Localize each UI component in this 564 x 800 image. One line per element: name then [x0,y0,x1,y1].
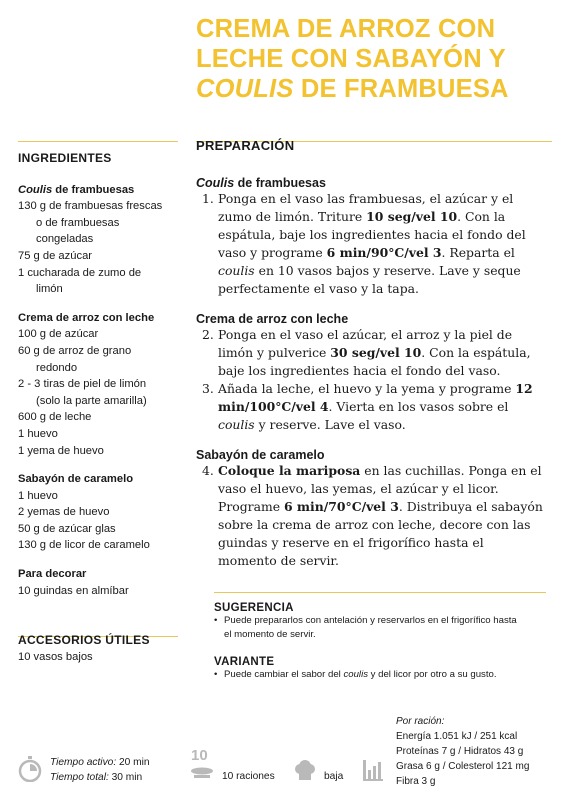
accessory-item: 10 vasos bajos [18,650,93,663]
step-text: Añada la leche, el huevo y la yema y programe [218,381,516,396]
ingredient-item: 60 g de arroz de grano [18,344,132,357]
step-setting: 6 min/90°C/vel 3 [326,245,442,260]
step-text: . Distribuya el sabayón sobre la crema de arroz con leche, decore con las guindas y reserve en el frigorífico hasta el momento de servir. [218,499,543,568]
step-setting: 12 min/100°C/vel 4 [218,381,533,414]
time-total-label: Tiempo total: [50,772,109,783]
recipe-title [196,14,556,104]
ingredient-item: 50 g de azúcar glas [18,522,116,535]
step-text: Ponga en el vaso las frambuesas, el azúcar y el zumo de limón. Triture [218,191,514,224]
bar-chart-icon [362,760,384,782]
step-number: 2. [202,327,214,342]
step-setting: 30 seg/vel 10 [330,345,422,360]
step-number: 3. [202,381,214,396]
step-text: en 10 vasos bajos y reserve. Lave y seque perfectamente el vaso y la tapa. [218,263,521,296]
step-3 [196,380,546,434]
prep-crema-title: Crema de arroz con leche [196,312,349,326]
step-4 [196,462,546,570]
tip-text: Puede cambiar el sabor del [224,669,344,680]
nutrition-line: Energía 1.051 kJ / 251 kcal [396,731,518,742]
tip-text: y del licor por otro a su gusto. [368,669,497,680]
step-2 [196,326,546,380]
time-active-label: Tiempo activo: [50,757,117,768]
servings-label: 10 raciones [222,771,275,782]
ingredient-item: (solo la parte amarilla) [36,394,147,407]
difficulty-label: baja [324,771,344,782]
ingredient-item: 1 yema de huevo [18,444,104,457]
step-1 [196,190,546,298]
nutrition-heading: Por ración: [396,716,445,727]
step-number: 1. [202,191,214,206]
ingredient-item: 600 g de leche [18,411,92,424]
prep-coulis-title [196,176,546,190]
ingredient-item: 75 g de azúcar [18,249,93,262]
ingredients-panel [18,150,178,665]
time-total [50,770,150,785]
title-italic: COULIS [196,75,294,103]
step-number: 4. [202,463,214,478]
time-total-value: 30 min [108,772,143,783]
ingredient-item: 130 g de frambuesas frescas [18,200,163,213]
bullet: • [214,669,218,680]
preparation-heading: PREPARACIÓN [196,138,295,153]
nutrition-line: Grasa 6 g / Colesterol 121 mg [396,761,530,772]
chef-hat-icon [294,760,316,782]
coulis-title-rest: de frambuesas [52,183,135,196]
step-setting: 10 seg/vel 10 [366,209,458,224]
decorar-title: Para decorar [18,568,87,581]
coulis-title [18,182,178,199]
ingredients-heading: INGREDIENTES [18,151,112,165]
tips-panel [214,602,544,682]
prep-sabayon-title: Sabayón de caramelo [196,448,325,462]
tip-line: el momento de servir. [224,629,316,640]
step-italic: coulis [218,417,255,432]
left-divider-top [18,141,178,142]
title-line-2: LECHE CON SABAYÓN Y [196,45,506,73]
ingredient-item: o de frambuesas [36,216,120,229]
ingredient-item: 130 g de licor de caramelo [18,539,150,552]
clock-icon [18,756,42,782]
title-line-1: CREMA DE ARROZ CON [196,15,496,43]
step-text: en las cuchillas. Ponga en el vaso el huevo, las yemas, el azúcar y el licor. Programe [218,463,542,514]
step-text: y reserve. Lave el vaso. [254,417,406,432]
servings-number: 10 [191,747,208,764]
step-text: . Reparta el [441,245,515,260]
step-text: Ponga en el vaso el azúcar, el arroz y la piel de limón y pulverice [218,327,513,360]
ingredient-item: 1 cucharada de zumo de [18,266,142,279]
tip-line: Puede prepararlos con antelación y reservarlos en el frigorífico hasta [224,615,517,626]
variante-tip [214,668,544,682]
accessories-heading: ACCESORIOS ÚTILES [18,633,150,648]
ingredient-item: 100 g de azúcar [18,328,99,341]
step-italic: coulis [218,263,255,278]
step-text: . Vierta en los vasos sobre el [328,399,509,414]
nutrition-line: Proteínas 7 g / Hidratos 43 g [396,746,524,757]
plate-icon [190,766,214,780]
crema-title: Crema de arroz con leche [18,311,155,324]
time-info [50,755,150,785]
title-line-3 [196,74,556,104]
bullet: • [214,615,218,626]
time-active [50,755,150,770]
sabayon-title: Sabayón de caramelo [18,473,134,486]
title-rest: DE FRAMBUESA [293,75,509,103]
ingredient-item: 2 yemas de huevo [18,506,110,519]
sugerencia-tip [214,614,544,642]
ingredient-item: limón [36,283,63,296]
prep-coulis-rest: de frambuesas [234,176,326,190]
ingredient-item: 2 - 3 tiras de piel de limón [18,378,147,391]
ingredient-item: 1 huevo [18,427,58,440]
step-text: . Con la espátula, baje los ingredientes hacia el fondo del vaso y programe [218,209,526,260]
sugerencia-heading: SUGERENCIA [214,602,294,614]
tips-divider [214,592,546,593]
variante-heading: VARIANTE [214,656,275,668]
nutrition-line: Fibra 3 g [396,776,436,787]
step-setting: Coloque la mariposa [218,463,361,478]
step-setting: 6 min/70°C/vel 3 [283,499,399,514]
ingredient-item: congeladas [36,233,94,246]
preparation-panel [196,138,546,570]
ingredient-item: 10 guindas en almíbar [18,584,129,597]
coulis-title-italic: Coulis [18,183,53,196]
ingredient-item: redondo [36,361,78,374]
time-active-value: 20 min [116,757,150,768]
prep-coulis-italic: Coulis [196,176,235,190]
tip-italic: coulis [343,669,368,680]
step-text: . Con la espátula, baje los ingredientes hacia el fondo del vaso. [218,345,531,378]
ingredient-item: 1 huevo [18,489,58,502]
